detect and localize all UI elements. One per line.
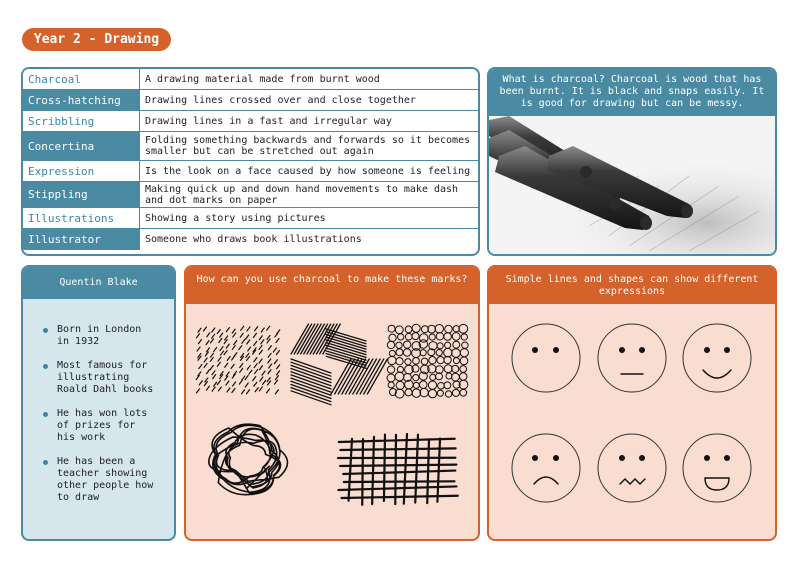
- stippling-mark: [196, 326, 280, 394]
- table-row: [23, 69, 478, 90]
- vocab-definition: Folding something backwards and forwards so it becomes smaller but can be stretched out again: [145, 135, 471, 157]
- quentin-blake-heading: Quentin Blake: [23, 267, 174, 299]
- cross-hatching-mark: [338, 434, 458, 505]
- vocab-term: Illustrations: [23, 208, 140, 228]
- table-row: [23, 132, 478, 161]
- table-row: [23, 182, 478, 208]
- vocab-term: Charcoal: [23, 69, 140, 89]
- table-row: [23, 208, 478, 229]
- list-item: He has won lots of prizes for his work: [41, 408, 159, 444]
- vocab-definition: Making quick up and down hand movements to make dash and dot marks on paper: [145, 183, 459, 206]
- expressions-panel: [487, 265, 777, 541]
- charcoal-marks-heading: How can you use charcoal to make these marks?: [186, 267, 478, 304]
- vocab-definition: Showing a story using pictures: [145, 212, 326, 224]
- table-row: [23, 111, 478, 132]
- vocab-definition: Is the look on a face caused by how someone is feeling: [145, 165, 471, 177]
- vocabulary-table: [21, 67, 480, 256]
- vocab-definition: Drawing lines in a fast and irregular way: [145, 115, 392, 127]
- vocab-term: Scribbling: [23, 111, 140, 131]
- vocab-definition: Drawing lines crossed over and close together: [145, 94, 416, 106]
- vocab-term: Expression: [23, 161, 140, 181]
- table-row: [23, 229, 478, 250]
- list-item: Most famous for illustrating Roald Dahl books: [41, 360, 159, 396]
- circle-scribble-mark: [387, 324, 468, 398]
- charcoal-sticks-image: [489, 116, 775, 256]
- vocab-term: Stippling: [23, 182, 140, 207]
- expression-faces: [489, 304, 775, 539]
- quentin-blake-facts: [23, 299, 174, 504]
- list-item: Born in London in 1932: [41, 324, 159, 348]
- hatching-mark: [291, 324, 387, 405]
- charcoal-description: What is charcoal? Charcoal is wood that has been burnt. It is black and snaps easily. It is good for drawing but can be messy.: [489, 69, 775, 116]
- charcoal-marks-panel: [184, 265, 480, 541]
- face-flat: [598, 324, 666, 392]
- face-neutral: [512, 324, 580, 392]
- vocab-term: Illustrator: [23, 229, 140, 250]
- table-row: [23, 90, 478, 111]
- face-happy: [683, 324, 751, 392]
- vocab-term: Concertina: [23, 132, 140, 160]
- face-sad: [512, 434, 580, 502]
- charcoal-marks-drawing: [186, 304, 478, 539]
- vocab-definition: Someone who draws book illustrations: [145, 234, 362, 245]
- page-title: Year 2 - Drawing: [22, 28, 171, 51]
- table-row: [23, 161, 478, 182]
- face-worried: [598, 434, 666, 502]
- expressions-heading: Simple lines and shapes can show different expressions: [489, 267, 775, 304]
- vocab-term: Cross-hatching: [23, 90, 140, 110]
- face-laughing: [683, 434, 751, 502]
- charcoal-panel: [487, 67, 777, 256]
- list-item: He has been a teacher showing other people how to draw: [41, 456, 159, 504]
- vocab-definition: A drawing material made from burnt wood: [145, 73, 380, 85]
- scribble-mark: [209, 424, 288, 494]
- quentin-blake-panel: [21, 265, 176, 541]
